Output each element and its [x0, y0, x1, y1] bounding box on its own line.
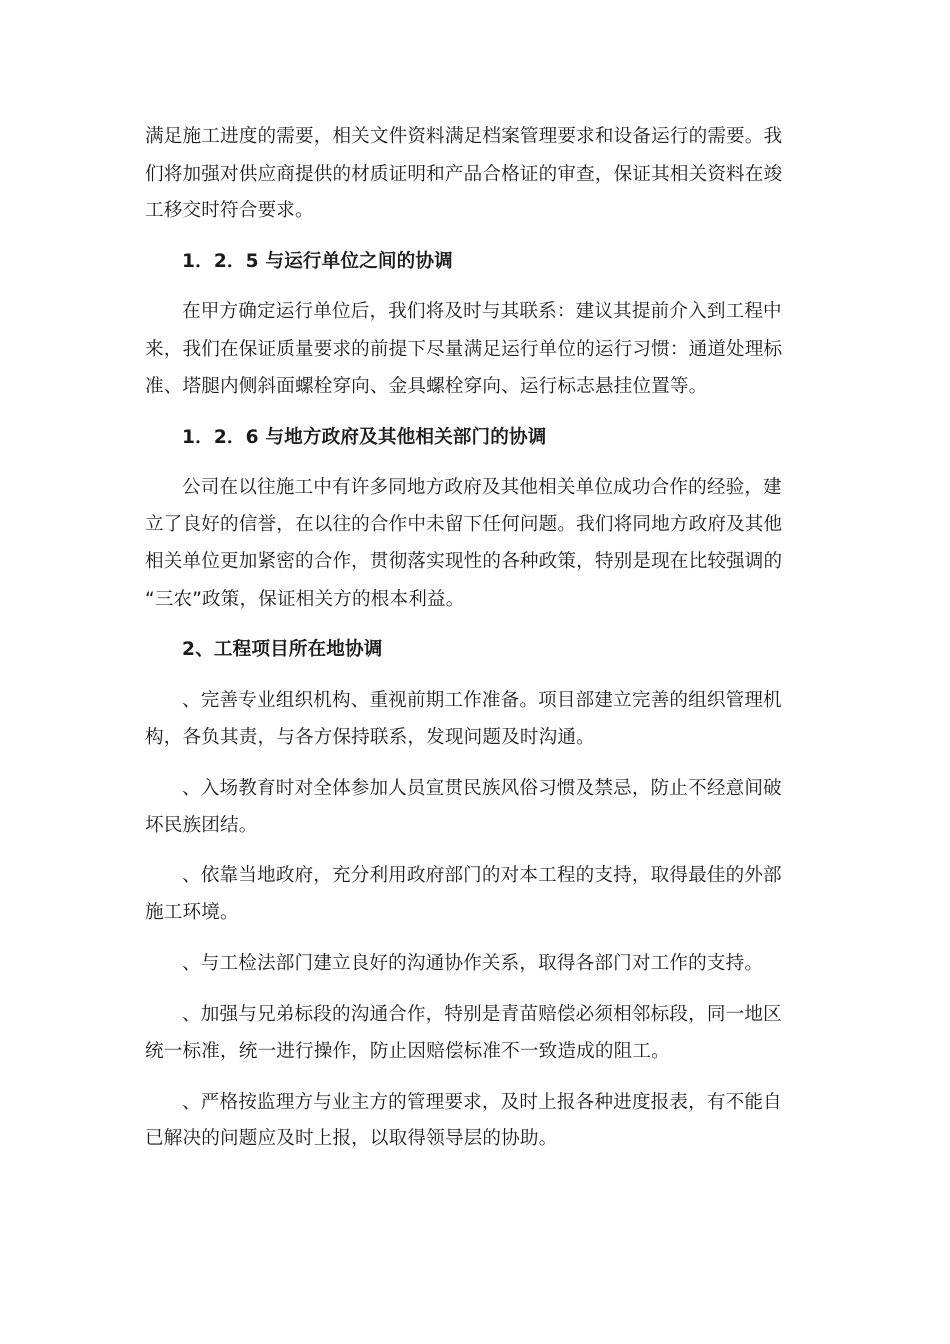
list-item-line: 、完善专业组织机构、重视前期工作准备。项目部建立完善的组织管理机 [182, 690, 782, 711]
list-item-line: 统一标准，统一进行操作，防止因赔偿标准不一致造成的阻工。 [145, 1041, 670, 1062]
paragraph-line: 立了良好的信誉，在以往的合作中未留下任何问题。我们将同地方政府及其他 [145, 514, 783, 535]
section-heading-2: 2、工程项目所在地协调 [182, 639, 383, 660]
paragraph-line: 相关单位更加紧密的合作，贯彻落实现性的各种政策，特别是现在比较强调的 [145, 551, 783, 572]
list-item-line: 已解决的问题应及时上报，以取得领导层的协助。 [145, 1128, 558, 1149]
paragraph-line: “三农”政策，保证相关方的根本利益。 [145, 589, 465, 610]
paragraph-line: 工移交时符合要求。 [145, 200, 314, 221]
list-item-line: 、入场教育时对全体参加人员宣贯民族风俗习惯及禁忌，防止不经意间破 [182, 778, 782, 799]
paragraph-line: 准、塔腿内侧斜面螺栓穿向、金具螺栓穿向、运行标志悬挂位置等。 [145, 376, 708, 397]
section-heading-1-2-5: 1．2．5 与运行单位之间的协调 [182, 251, 453, 272]
paragraph-line: 在甲方确定运行单位后，我们将及时与其联系：建议其提前介入到工程中 [182, 301, 782, 322]
list-item-line: 坏民族团结。 [145, 815, 258, 836]
paragraph-line: 们将加强对供应商提供的材质证明和产品合格证的审查，保证其相关资料在竣 [145, 164, 783, 185]
list-item-line: 构，各负其责，与各方保持联系，发现问题及时沟通。 [145, 727, 595, 748]
list-item-line: 施工环境。 [145, 902, 239, 923]
paragraph-line: 公司在以往施工中有许多同地方政府及其他相关单位成功合作的经验，建 [182, 477, 782, 498]
list-item-line: 、严格按监理方与业主方的管理要求，及时上报各种进度报表，有不能自 [182, 1092, 782, 1113]
paragraph-line: 满足施工进度的需要，相关文件资料满足档案管理要求和设备运行的需要。我 [145, 126, 783, 147]
section-heading-1-2-6: 1．2．6 与地方政府及其他相关部门的协调 [182, 427, 547, 448]
list-item-line: 、依靠当地政府，充分利用政府部门的对本工程的支持，取得最佳的外部 [182, 865, 782, 886]
paragraph-line: 来，我们在保证质量要求的前提下尽量满足运行单位的运行习惯：通道处理标 [145, 339, 783, 360]
list-item-line: 、加强与兄弟标段的沟通合作，特别是青苗赔偿必须相邻标段，同一地区 [182, 1004, 782, 1025]
list-item-line: 、与工检法部门建立良好的沟通协作关系，取得各部门对工作的支持。 [182, 953, 764, 974]
